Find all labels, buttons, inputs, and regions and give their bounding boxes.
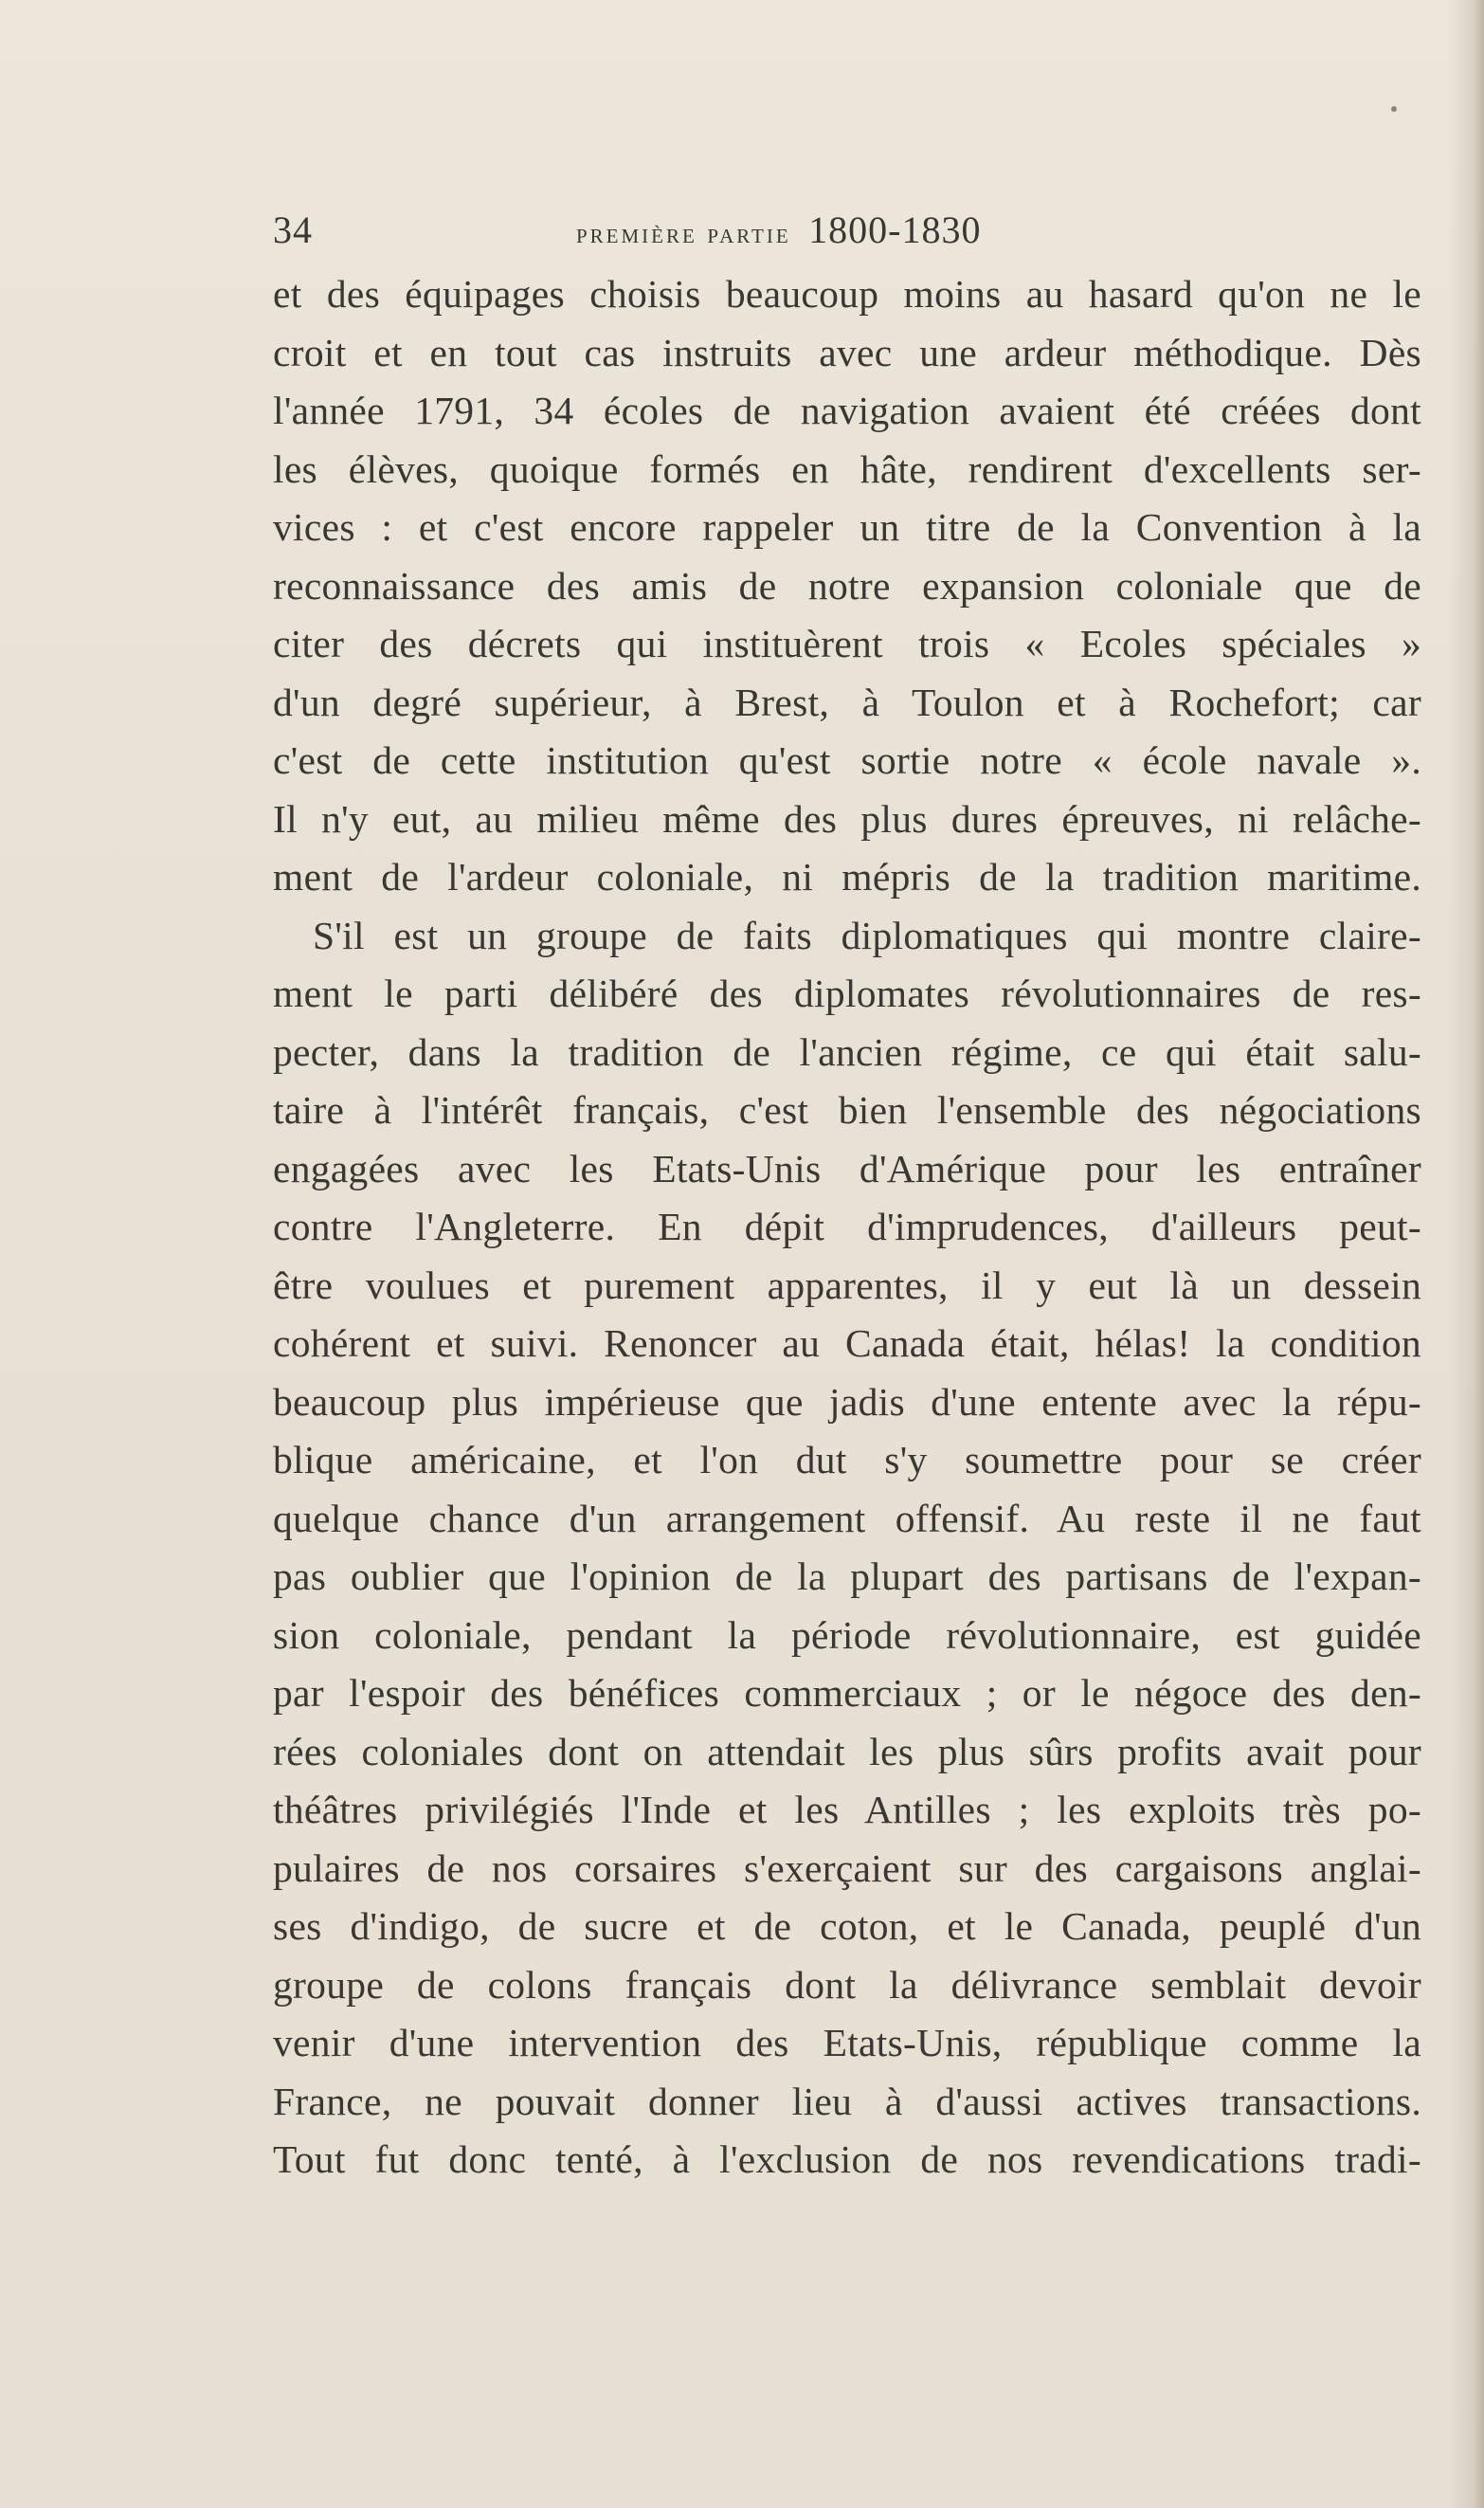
text-line: pulaires de nos corsaires s'exerçaient sur des cargaisons anglai- <box>273 1845 1421 1890</box>
text-line: par l'espoir des bénéfices commerciaux ; or le négoce des den- <box>273 1671 1421 1715</box>
page-speck <box>1391 106 1397 112</box>
text-line: les élèves, quoique formés en hâte, rendirent d'excellents ser- <box>273 446 1421 491</box>
text-line: c'est de cette institution qu'est sortie notre « école navale ». <box>273 738 1421 782</box>
part-title: première partie <box>576 218 791 249</box>
page-edge-shadow <box>1448 0 1484 2508</box>
text-line: ment de l'ardeur coloniale, ni mépris de la tradition maritime. <box>273 855 1421 899</box>
text-line: rées coloniales dont on attendait les plus sûrs profits avait pour <box>273 1729 1421 1773</box>
text-line: et des équipages choisis beaucoup moins au hasard qu'on ne le <box>273 272 1421 316</box>
text-line: pas oublier que l'opinion de la plupart des partisans de l'expan- <box>273 1554 1421 1598</box>
text-line: être voulues et purement apparentes, il y eut là un dessein <box>273 1263 1421 1307</box>
text-line: taire à l'intérêt français, c'est bien l'ensemble des négociations <box>273 1088 1421 1132</box>
text-line: citer des décrets qui instituèrent trois « Ecoles spéciales » <box>273 622 1421 665</box>
text-line: engagées avec les Etats-Unis d'Amérique pour les entraîner <box>273 1146 1421 1190</box>
text-line: sion coloniale, pendant la période révolutionnaire, est guidée <box>273 1612 1421 1657</box>
text-line: vices : et c'est encore rappeler un titre de la Convention à la <box>273 505 1421 549</box>
text-line: beaucoup plus impérieuse que jadis d'une entente avec la répu- <box>273 1379 1421 1424</box>
date-range: 1800-1830 <box>808 209 982 251</box>
text-line: S'il est un groupe de faits diplomatiques qui montre claire- <box>313 913 1421 957</box>
text-line: cohérent et suivi. Renoncer au Canada était, hélas! la condition <box>273 1321 1421 1365</box>
text-line: l'année 1791, 34 écoles de navigation avaient été créées dont <box>273 389 1421 432</box>
text-line: groupe de colons français dont la délivrance semblait devoir <box>273 1962 1421 2007</box>
text-line: Tout fut donc tenté, à l'exclusion de nos revendications tradi- <box>273 2137 1421 2181</box>
text-line: quelque chance d'un arrangement offensif. Au reste il ne faut <box>273 1496 1421 1540</box>
text-line: contre l'Angleterre. En dépit d'imprudences, d'ailleurs peut- <box>273 1205 1421 1248</box>
text-line: croit et en tout cas instruits avec une ardeur méthodique. Dès <box>273 330 1421 374</box>
body-text <box>273 265 1421 2190</box>
text-line: blique américaine, et l'on dut s'y soumettre pour se créer <box>273 1438 1421 1481</box>
text-line: ment le parti délibéré des diplomates révolutionnaires de res- <box>273 972 1421 1015</box>
text-line: France, ne pouvait donner lieu à d'aussi actives transactions. <box>273 2079 1421 2123</box>
text-line: pecter, dans la tradition de l'ancien régime, ce qui était salu- <box>273 1029 1421 1074</box>
text-line: d'un degré supérieur, à Brest, à Toulon et à Rochefort; car <box>273 680 1421 724</box>
running-head <box>273 207 1073 254</box>
text-line: ses d'indigo, de sucre et de coton, et le Canada, peuplé d'un <box>273 1904 1421 1948</box>
section-heading <box>576 207 981 258</box>
text-line: théâtres privilégiés l'Inde et les Antilles ; les exploits très po- <box>273 1788 1421 1831</box>
text-line: venir d'une intervention des Etats-Unis, république comme la <box>273 2021 1421 2064</box>
page-number: 34 <box>273 209 313 251</box>
text-line: Il n'y eut, au milieu même des plus dures épreuves, ni relâche- <box>273 796 1421 841</box>
text-line: reconnaissance des amis de notre expansion coloniale que de <box>273 563 1421 608</box>
